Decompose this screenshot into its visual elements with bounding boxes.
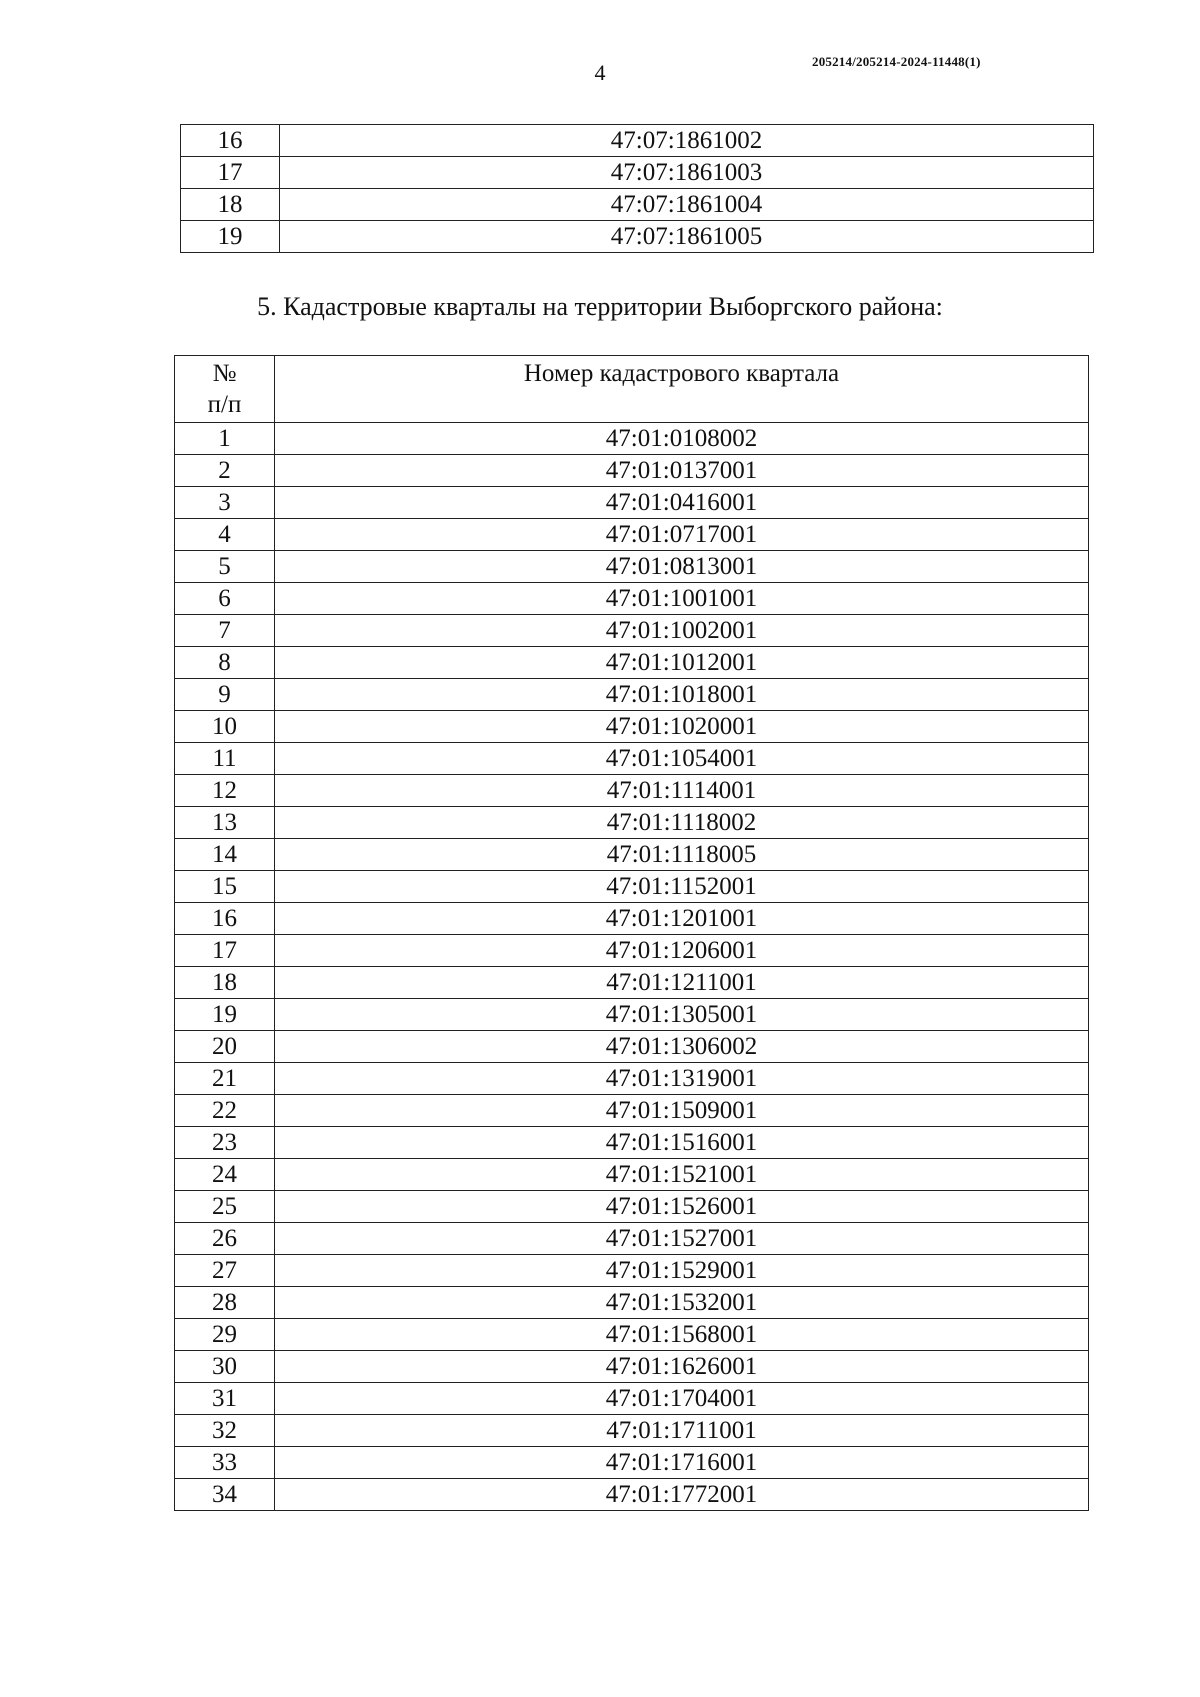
table-row — [175, 455, 1089, 487]
table-row — [175, 1223, 1089, 1255]
row-number: 6 — [175, 583, 275, 615]
table-header-row — [175, 356, 1089, 423]
cadastral-quarter-number: 47:01:1001001 — [275, 583, 1089, 615]
table-row — [175, 615, 1089, 647]
cadastral-quarter-number: 47:01:1020001 — [275, 711, 1089, 743]
row-number: 23 — [175, 1127, 275, 1159]
row-number: 29 — [175, 1319, 275, 1351]
table-row — [175, 839, 1089, 871]
row-number: 1 — [175, 423, 275, 455]
cadastral-quarter-number: 47:01:1568001 — [275, 1319, 1089, 1351]
table-row — [175, 1479, 1089, 1511]
row-number: 24 — [175, 1159, 275, 1191]
row-number: 10 — [175, 711, 275, 743]
cadastral-quarter-number: 47:01:1521001 — [275, 1159, 1089, 1191]
cadastral-quarter-number: 47:01:0717001 — [275, 519, 1089, 551]
table-row — [175, 1287, 1089, 1319]
cadastral-quarter-number: 47:01:0416001 — [275, 487, 1089, 519]
cadastral-quarter-number: 47:01:1529001 — [275, 1255, 1089, 1287]
row-number: 18 — [175, 967, 275, 999]
table-row — [175, 551, 1089, 583]
row-number: 17 — [181, 157, 280, 189]
table-row — [181, 189, 1094, 221]
table-row — [175, 647, 1089, 679]
row-number: 27 — [175, 1255, 275, 1287]
cadastral-quarter-number: 47:01:1118002 — [275, 807, 1089, 839]
cadastral-quarter-number: 47:07:1861004 — [280, 189, 1094, 221]
row-number: 31 — [175, 1383, 275, 1415]
row-number: 33 — [175, 1447, 275, 1479]
table-row — [175, 679, 1089, 711]
cadastral-quarter-number: 47:01:1012001 — [275, 647, 1089, 679]
table-row — [175, 1191, 1089, 1223]
table-row — [175, 1415, 1089, 1447]
row-number: 9 — [175, 679, 275, 711]
row-number: 19 — [175, 999, 275, 1031]
table-row — [175, 1159, 1089, 1191]
column-header-quarter: Номер кадастрового квартала — [275, 356, 1089, 423]
table-row — [175, 1127, 1089, 1159]
cadastral-quarter-number: 47:07:1861003 — [280, 157, 1094, 189]
table-row — [175, 1383, 1089, 1415]
table-row — [175, 775, 1089, 807]
table-row — [175, 1255, 1089, 1287]
cadastral-quarter-number: 47:01:1002001 — [275, 615, 1089, 647]
row-number: 16 — [181, 125, 280, 157]
table-row — [175, 871, 1089, 903]
table-row — [175, 1063, 1089, 1095]
cadastral-quarter-number: 47:01:1704001 — [275, 1383, 1089, 1415]
table-row — [175, 967, 1089, 999]
cadastral-quarter-number: 47:01:1018001 — [275, 679, 1089, 711]
table-row — [175, 807, 1089, 839]
table-row — [175, 903, 1089, 935]
row-number: 13 — [175, 807, 275, 839]
table-row — [175, 519, 1089, 551]
cadastral-quarter-number: 47:01:0137001 — [275, 455, 1089, 487]
row-number: 22 — [175, 1095, 275, 1127]
cadastral-quarters-table-body — [175, 423, 1089, 1511]
row-number: 16 — [175, 903, 275, 935]
table-row — [175, 487, 1089, 519]
row-number: 3 — [175, 487, 275, 519]
row-number: 30 — [175, 1351, 275, 1383]
table-row — [175, 1095, 1089, 1127]
cadastral-quarter-number: 47:01:1211001 — [275, 967, 1089, 999]
cadastral-quarter-number: 47:01:1516001 — [275, 1127, 1089, 1159]
cadastral-quarter-number: 47:01:1532001 — [275, 1287, 1089, 1319]
cadastral-quarter-number: 47:01:1716001 — [275, 1447, 1089, 1479]
table-row — [175, 999, 1089, 1031]
cadastral-quarter-number: 47:01:1206001 — [275, 935, 1089, 967]
cadastral-quarter-number: 47:01:0813001 — [275, 551, 1089, 583]
table-row — [181, 125, 1094, 157]
cadastral-quarter-number: 47:01:1711001 — [275, 1415, 1089, 1447]
row-number: 20 — [175, 1031, 275, 1063]
row-number: 2 — [175, 455, 275, 487]
row-number: 7 — [175, 615, 275, 647]
cadastral-quarters-table — [174, 355, 1089, 1511]
table-row — [175, 1351, 1089, 1383]
cadastral-quarter-number: 47:01:1306002 — [275, 1031, 1089, 1063]
continued-quarters-table-body — [181, 125, 1094, 253]
cadastral-quarter-number: 47:01:1054001 — [275, 743, 1089, 775]
row-number: 32 — [175, 1415, 275, 1447]
row-number: 14 — [175, 839, 275, 871]
document-code: 205214/205214-2024-11448(1) — [812, 54, 981, 69]
cadastral-quarter-number: 47:07:1861002 — [280, 125, 1094, 157]
row-number: 5 — [175, 551, 275, 583]
section-heading: 5. Кадастровые кварталы на территории Выборгского района: — [257, 292, 943, 321]
row-number: 21 — [175, 1063, 275, 1095]
row-number: 4 — [175, 519, 275, 551]
row-number: 12 — [175, 775, 275, 807]
cadastral-quarter-number: 47:01:1319001 — [275, 1063, 1089, 1095]
table-row — [175, 1447, 1089, 1479]
table-row — [175, 1031, 1089, 1063]
table-row — [175, 1319, 1089, 1351]
row-number: 19 — [181, 221, 280, 253]
column-header-number-line2: п/п — [207, 391, 242, 418]
table-row — [175, 935, 1089, 967]
table-row — [175, 743, 1089, 775]
column-header-number-line1: № — [212, 360, 237, 387]
row-number: 11 — [175, 743, 275, 775]
cadastral-quarter-number: 47:01:1118005 — [275, 839, 1089, 871]
table-row — [175, 711, 1089, 743]
row-number: 34 — [175, 1479, 275, 1511]
table-row — [181, 221, 1094, 253]
cadastral-quarter-number: 47:01:1527001 — [275, 1223, 1089, 1255]
cadastral-quarter-number: 47:07:1861005 — [280, 221, 1094, 253]
table-row — [181, 157, 1094, 189]
cadastral-quarter-number: 47:01:1772001 — [275, 1479, 1089, 1511]
column-header-number — [175, 356, 275, 423]
row-number: 8 — [175, 647, 275, 679]
cadastral-quarter-number: 47:01:1152001 — [275, 871, 1089, 903]
cadastral-quarter-number: 47:01:1305001 — [275, 999, 1089, 1031]
cadastral-quarter-number: 47:01:0108002 — [275, 423, 1089, 455]
row-number: 18 — [181, 189, 280, 221]
row-number: 25 — [175, 1191, 275, 1223]
row-number: 28 — [175, 1287, 275, 1319]
cadastral-quarter-number: 47:01:1526001 — [275, 1191, 1089, 1223]
table-row — [175, 583, 1089, 615]
row-number: 17 — [175, 935, 275, 967]
continued-quarters-table — [180, 124, 1094, 253]
row-number: 26 — [175, 1223, 275, 1255]
cadastral-quarter-number: 47:01:1201001 — [275, 903, 1089, 935]
table-row — [175, 423, 1089, 455]
cadastral-quarter-number: 47:01:1626001 — [275, 1351, 1089, 1383]
cadastral-quarter-number: 47:01:1509001 — [275, 1095, 1089, 1127]
page-number: 4 — [594, 60, 606, 85]
cadastral-quarter-number: 47:01:1114001 — [275, 775, 1089, 807]
row-number: 15 — [175, 871, 275, 903]
